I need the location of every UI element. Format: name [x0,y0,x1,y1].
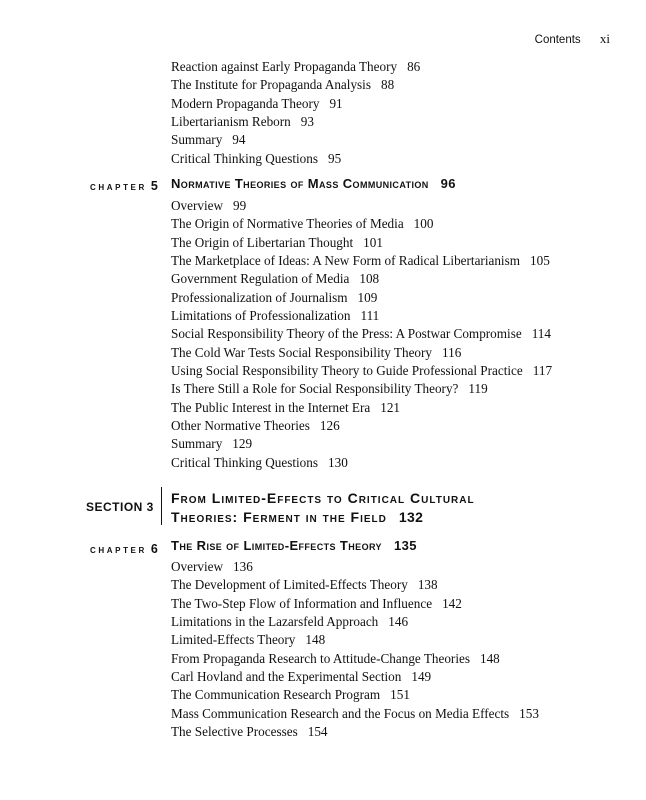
toc-entry[interactable]: Summary 129 [171,436,253,452]
toc-entry[interactable]: Modern Propaganda Theory 91 [171,95,343,111]
toc-entry[interactable]: Limited-Effects Theory 148 [171,632,326,648]
toc-entry[interactable]: Is There Still a Role for Social Responsibility Theory? 119 [171,381,488,397]
toc-entry[interactable]: The Origin of Libertarian Thought 101 [171,234,383,250]
section-3-title-line-1: From Limited-Effects to Critical Cultural [171,490,475,506]
page-folio: xi [599,31,610,46]
toc-entry[interactable]: Social Responsibility Theory of the Press: A Postwar Compromise 114 [171,326,551,342]
toc-list-chapter-5 [171,197,552,472]
chapter-6-heading[interactable] [171,538,417,553]
toc-entry[interactable]: Summary 94 [171,132,246,148]
toc-entry[interactable]: Limitations of Professionalization 111 [171,308,380,324]
running-head-label: Contents [534,34,581,46]
toc-entry[interactable]: Limitations in the Lazarsfeld Approach 146 [171,614,409,630]
chapter-5-label: CHAPTER 5 [90,179,158,193]
toc-entry[interactable]: Carl Hovland and the Experimental Section 149 [171,669,432,685]
chapter-6-page: 135 [393,538,417,553]
chapter-5-page: 96 [440,176,456,191]
toc-entry[interactable]: Using Social Responsibility Theory to Guide Professional Practice 117 [171,363,553,379]
toc-entry[interactable]: Reaction against Early Propaganda Theory 86 [171,59,421,74]
toc-entry[interactable]: The Institute for Propaganda Analysis 88 [171,77,395,93]
section-3-heading[interactable] [171,489,475,527]
toc-entry[interactable]: Professionalization of Journalism 109 [171,289,378,305]
chapter-5-title: Normative Theories of Mass Communication [171,176,429,191]
toc-entry[interactable]: The Development of Limited-Effects Theory 138 [171,577,438,593]
toc-entry[interactable]: The Two-Step Flow of Information and Influence 142 [171,595,462,611]
section-3-page: 132 [398,509,424,525]
toc-entry[interactable]: From Propaganda Research to Attitude-Change Theories 148 [171,650,500,666]
toc-entry[interactable]: Government Regulation of Media 108 [171,271,380,287]
toc-entry[interactable]: Libertarianism Reborn 93 [171,114,314,130]
toc-entry[interactable]: Overview 136 [171,559,253,574]
toc-entry[interactable]: The Cold War Tests Social Responsibility Theory 116 [171,344,462,360]
toc-entry[interactable]: Critical Thinking Questions 130 [171,454,348,470]
toc-entry[interactable]: Other Normative Theories 126 [171,418,340,434]
toc-list-continued [171,58,420,168]
toc-entry[interactable]: Mass Communication Research and the Focus on Media Effects 153 [171,705,539,721]
toc-entry[interactable]: Critical Thinking Questions 95 [171,150,342,166]
toc-entry[interactable]: The Marketplace of Ideas: A New Form of Radical Libertarianism 105 [171,253,550,269]
toc-entry[interactable]: The Public Interest in the Internet Era 121 [171,399,400,415]
toc-entry[interactable]: The Origin of Normative Theories of Media 100 [171,216,434,232]
toc-entry[interactable]: The Communication Research Program 151 [171,687,410,703]
chapter-6-label: CHAPTER 6 [90,542,158,556]
section-3-label: SECTION 3 [86,500,154,514]
section-3-title-line-2: Theories: Ferment in the Field [171,509,387,525]
section-divider-rule [161,487,162,525]
chapter-6-title: The Rise of Limited-Effects Theory [171,538,382,553]
toc-list-chapter-6 [171,558,539,741]
running-head [535,31,610,47]
chapter-5-heading[interactable] [171,176,456,191]
toc-entry[interactable]: Overview 99 [171,198,247,213]
toc-entry[interactable]: The Selective Processes 154 [171,724,328,740]
